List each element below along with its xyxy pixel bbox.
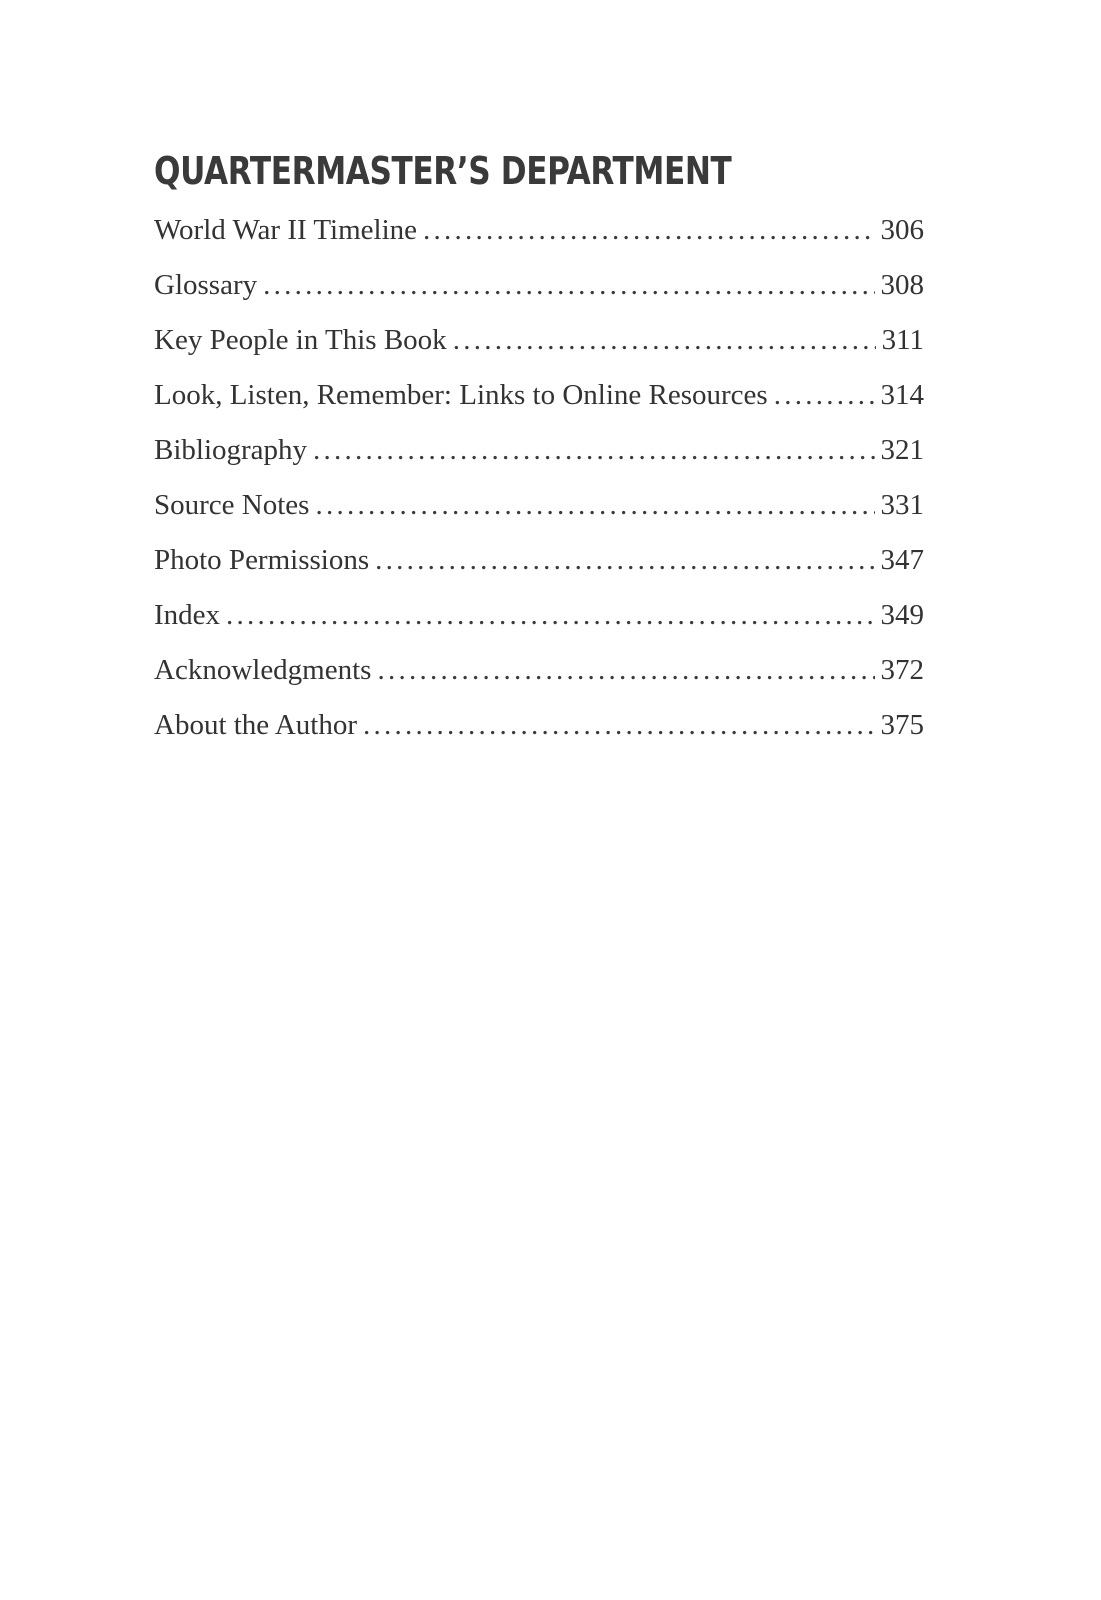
dot-leader [377,643,874,698]
toc-entry-title: Bibliography [154,434,308,466]
dot-leader [453,313,876,368]
toc-entry-page-number: 306 [880,214,924,246]
toc-entry-title: About the Author [154,709,357,741]
dot-leader [226,588,874,643]
toc-entry-page-number: 321 [880,434,924,466]
toc-entry-glossary[interactable] [154,258,924,313]
toc-entry-title: Source Notes [154,489,310,521]
dot-leader [774,368,875,423]
toc-entry-acknowledgments[interactable] [154,643,924,698]
dot-leader [313,423,874,478]
dot-leader [363,698,875,753]
toc-entry-page-number: 308 [880,269,924,301]
toc-entry-title: Acknowledgments [154,654,372,686]
toc-entry-about-the-author[interactable] [154,698,924,753]
toc-entry-page-number: 314 [880,379,924,411]
dot-leader [423,203,874,258]
toc-entry-title: Key People in This Book [154,324,447,356]
toc-entry-title: Look, Listen, Remember: Links to Online Resources [154,379,768,411]
toc-entry-index[interactable] [154,588,924,643]
toc-entry-online-resources[interactable] [154,368,924,423]
toc-entry-page-number: 347 [880,544,924,576]
table-of-contents [154,203,924,753]
toc-entry-photo-permissions[interactable] [154,533,924,588]
toc-entry-title: Photo Permissions [154,544,370,576]
toc-entry-page-number: 375 [880,709,924,741]
toc-entry-bibliography[interactable] [154,423,924,478]
toc-entry-page-number: 331 [880,489,924,521]
dot-leader [315,478,874,533]
toc-entry-world-war-ii-timeline[interactable] [154,203,924,258]
toc-entry-page-number: 311 [881,324,924,356]
dot-leader [263,258,874,313]
toc-entry-page-number: 372 [880,654,924,686]
toc-entry-source-notes[interactable] [154,478,924,533]
toc-entry-key-people[interactable] [154,313,924,368]
toc-entry-title: Index [154,599,221,631]
toc-entry-title: Glossary [154,269,258,301]
toc-entry-page-number: 349 [880,599,924,631]
toc-entry-title: World War II Timeline [154,214,418,246]
section-heading: QUARTERMASTER’S DEPARTMENT [154,149,732,193]
dot-leader [375,533,874,588]
